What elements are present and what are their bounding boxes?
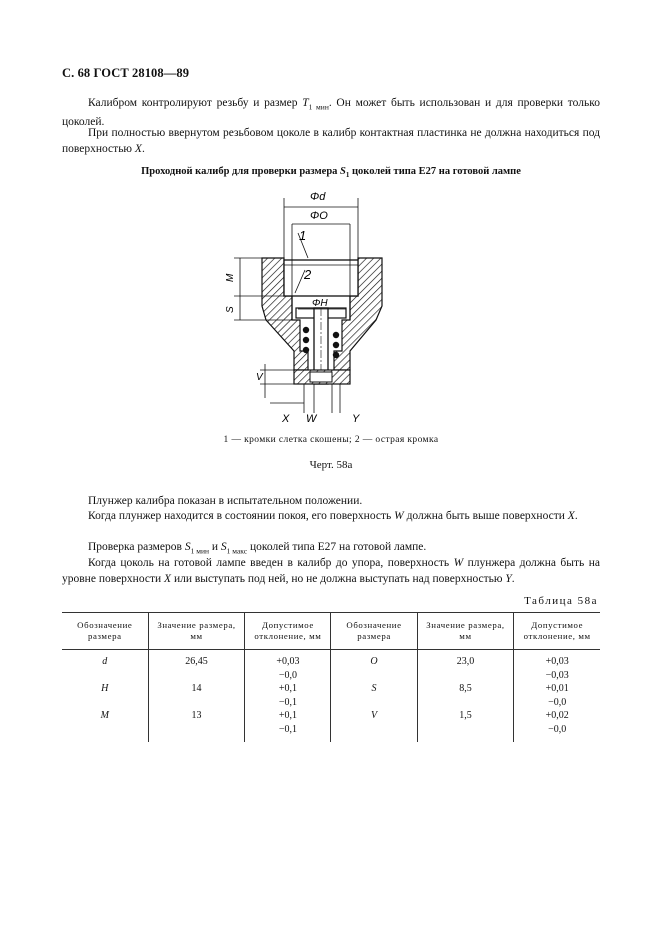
label-w: W [306,413,317,425]
cell-value: 26,45 [148,650,245,683]
header-value-2: Значение размера, мм [417,613,514,650]
table-row [62,650,600,683]
paragraph-size-check: Проверка размеров $S_{1 мин}$ и $S_{1 макс}$ цоколей типа E27 на готовой лампе. [88,541,427,556]
figure-caption: Черт. 58а [309,459,353,471]
table-row [62,709,600,742]
cell-value: 13 [148,709,245,742]
cell-value: 14 [148,682,245,709]
header-value-1: Значение размера, мм [148,613,245,650]
cell-value: 1,5 [417,709,514,742]
cell-symbol: V [331,709,417,742]
cell-symbol: M [100,710,109,721]
paragraph-plunger-rest: Когда плунжер находится в состоянии покоя, его поверхность W должна быть выше поверхности X. [88,510,578,522]
label-o: ΦO [310,210,328,222]
label-item-2: 2 [304,267,312,282]
header-symbol-1: Обозначение размера [77,620,133,641]
gauge-base-plate [294,370,350,384]
dimensions-table [62,612,600,742]
label-s: S [225,306,236,313]
cell-tolerance: +0,1 −0,1 [245,709,331,742]
paragraph-plunger-test: Плунжер калибра показан в испытательном положении. [88,495,363,507]
label-d: Φd [310,191,326,203]
label-y: Y [352,413,360,425]
cell-value: 8,5 [417,682,514,709]
paragraph-gauge-purpose: Калибром контролируют резьбу и размер $T_{1 мин}$. Он может быть использован и для проверки только цоколей. [62,97,600,128]
label-m: M [225,273,236,282]
cell-tolerance: +0,03 −0,03 [514,650,600,683]
table-header-row [62,613,600,650]
cell-symbol: d [102,656,108,667]
cell-symbol: H [101,683,109,694]
header-symbol-2: Обозначение размера [331,613,417,650]
cell-tolerance: +0,1 −0,1 [245,682,331,709]
gauge-drawing [210,188,420,428]
cell-symbol: S [331,682,417,709]
paragraph-base-inserted: Когда цоколь на готовой лампе введен в калибр до упора, поверхность W плунжера должна быть на уровне поверхности X или выступать под ней, но не должна выступать над поверхностью Y. [62,557,600,585]
label-h: ΦH [312,298,328,309]
header-tolerance-2: Допустимое отклонение, мм [514,613,600,650]
cell-tolerance: +0,02 −0,0 [514,709,600,742]
cell-tolerance: +0,01 −0,0 [514,682,600,709]
paragraph-contact-plate: При полностью ввернутом резьбовом цоколе в калибр контактная пластинка не должна находиться под поверхностью X. [62,127,600,155]
table-caption: Таблица 58а [524,595,598,607]
cell-value: 23,0 [417,650,514,683]
label-v: V [256,372,263,383]
figure-title: Проходной калибр для проверки размера $S_1$ цоколей типа E27 на готовой лампе [141,166,521,180]
label-item-1: 1 [299,228,307,243]
page-header: С. 68 ГОСТ 28108—89 [62,66,190,80]
label-x: X [282,413,290,425]
cell-tolerance: +0,03 −0,0 [245,650,331,683]
table-row [62,682,600,709]
cell-symbol: O [331,650,417,683]
header-tolerance-1: Допустимое отклонение, мм [245,613,331,650]
figure-legend: 1 — кромки слетка скошены; 2 — острая кромка [223,435,439,445]
